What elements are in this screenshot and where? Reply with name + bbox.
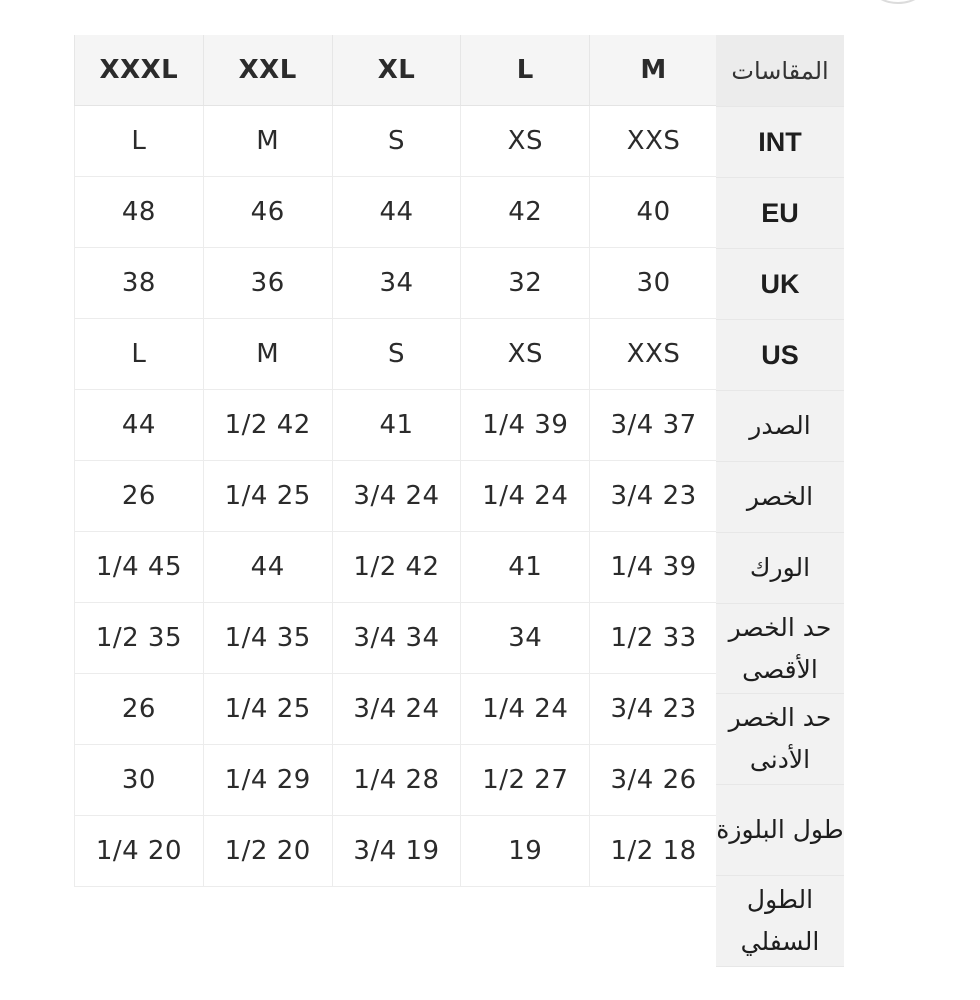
table-cell: 1/4 28	[332, 745, 461, 815]
table-row	[74, 603, 717, 674]
table-cell: 1/4 25	[203, 674, 332, 744]
column-header-sizes: المقاسات	[716, 35, 844, 107]
row-label-column	[716, 35, 844, 967]
table-cell: M	[203, 319, 332, 389]
table-cell: 30	[589, 248, 717, 318]
top-arc-decoration	[868, 0, 928, 4]
table-cell: XS	[460, 106, 589, 176]
table-cell: XXS	[589, 106, 717, 176]
table-cell: 1/2 35	[74, 603, 203, 673]
table-row	[74, 674, 717, 745]
table-cell: 30	[74, 745, 203, 815]
size-header-cell: M	[589, 35, 717, 105]
table-cell: 3/4 24	[332, 674, 461, 744]
table-cell: 1/4 24	[460, 674, 589, 744]
table-cell: 1/2 33	[589, 603, 717, 673]
table-cell: 26	[74, 461, 203, 531]
table-cell: 1/2 42	[332, 532, 461, 602]
table-row	[74, 177, 717, 248]
table-cell: 44	[74, 390, 203, 460]
size-header-cell: XXL	[203, 35, 332, 105]
row-label: طول البلوزة	[716, 785, 844, 876]
table-cell: 34	[460, 603, 589, 673]
table-row	[74, 390, 717, 461]
table-cell: 1/2 27	[460, 745, 589, 815]
table-cell: 44	[332, 177, 461, 247]
table-cell: XXS	[589, 319, 717, 389]
row-label: UK	[716, 249, 844, 320]
table-cell: M	[203, 106, 332, 176]
table-cell: 34	[332, 248, 461, 318]
size-header-row	[74, 35, 717, 106]
table-cell: 40	[589, 177, 717, 247]
table-row	[74, 532, 717, 603]
table-cell: 3/4 19	[332, 816, 461, 886]
row-label: EU	[716, 178, 844, 249]
table-cell: 1/4 24	[460, 461, 589, 531]
table-cell: 1/4 39	[589, 532, 717, 602]
table-cell: 19	[460, 816, 589, 886]
table-cell: L	[74, 319, 203, 389]
size-header-cell: XXXL	[74, 35, 203, 105]
table-cell: 1/4 35	[203, 603, 332, 673]
table-row	[74, 745, 717, 816]
table-cell: 32	[460, 248, 589, 318]
table-cell: S	[332, 106, 461, 176]
table-cell: 3/4 34	[332, 603, 461, 673]
table-cell: 3/4 37	[589, 390, 717, 460]
table-cell: 42	[460, 177, 589, 247]
table-cell: 1/4 29	[203, 745, 332, 815]
row-label: الطول السفلي	[716, 876, 844, 967]
size-table-viewport[interactable]	[95, 35, 844, 975]
table-cell: 1/2 20	[203, 816, 332, 886]
table-cell: 3/4 26	[589, 745, 717, 815]
table-cell: 1/4 45	[74, 532, 203, 602]
size-grid	[74, 35, 717, 887]
table-cell: 44	[203, 532, 332, 602]
table-cell: L	[74, 106, 203, 176]
row-label: حد الخصر الأقصى	[716, 604, 844, 694]
table-cell: 26	[74, 674, 203, 744]
table-cell: 1/4 39	[460, 390, 589, 460]
row-label: الصدر	[716, 391, 844, 462]
table-cell: 1/2 18	[589, 816, 717, 886]
table-cell: 1/4 25	[203, 461, 332, 531]
row-label: الورك	[716, 533, 844, 604]
table-row	[74, 319, 717, 390]
row-label: الخصر	[716, 462, 844, 533]
table-cell: 46	[203, 177, 332, 247]
row-label: US	[716, 320, 844, 391]
table-row	[74, 248, 717, 319]
table-row	[74, 461, 717, 532]
table-cell: 1/4 20	[74, 816, 203, 886]
table-cell: 3/4 23	[589, 674, 717, 744]
size-header-cell: L	[460, 35, 589, 105]
row-label: INT	[716, 107, 844, 178]
table-row	[74, 106, 717, 177]
table-cell: 38	[74, 248, 203, 318]
size-table	[74, 35, 844, 975]
table-cell: 41	[460, 532, 589, 602]
table-cell: 3/4 23	[589, 461, 717, 531]
table-row	[74, 816, 717, 887]
table-cell: 1/2 42	[203, 390, 332, 460]
table-cell: 41	[332, 390, 461, 460]
table-cell: 48	[74, 177, 203, 247]
row-label: حد الخصر الأدنى	[716, 694, 844, 785]
size-header-cell: XL	[332, 35, 461, 105]
table-cell: XS	[460, 319, 589, 389]
table-cell: 3/4 24	[332, 461, 461, 531]
table-cell: S	[332, 319, 461, 389]
table-cell: 36	[203, 248, 332, 318]
